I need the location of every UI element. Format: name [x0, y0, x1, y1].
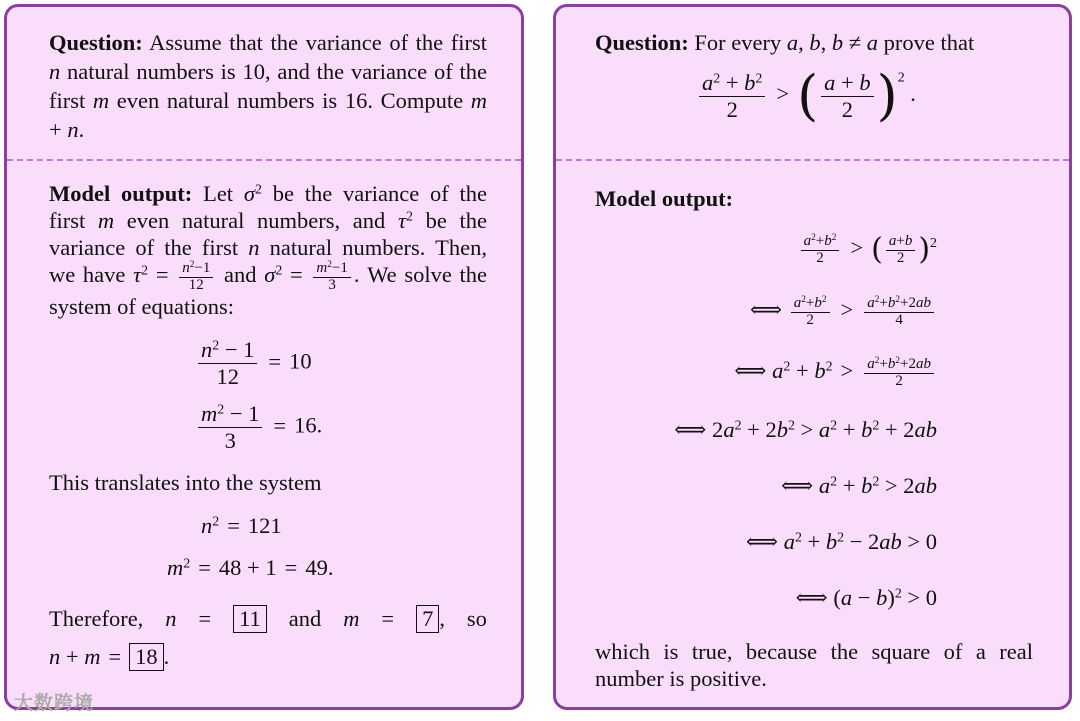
- step-7: ⟺ $(a - b)^2 > 0$: [795, 585, 937, 610]
- right-question-formula: $\frac{a^2 + b^2}{2}$ > ( $\frac{a + b}{2}$ )$^2$ .: [696, 69, 916, 123]
- left-equation-2: $\frac{m^2 - 1}{3}$ = 16.: [195, 401, 322, 454]
- left-translates-text: This translates into the system: [49, 470, 322, 495]
- step-6: ⟺ $a^2 + b^2 - 2ab > 0$: [745, 529, 937, 554]
- left-answer-label: Model output:: [49, 181, 193, 206]
- step-4: ⟺ $2a^2 + 2b^2 > a^2 + b^2 + 2ab$: [674, 417, 937, 442]
- left-system-1: $n^2 = 121$: [201, 513, 282, 538]
- and-word: and: [288, 606, 322, 631]
- left-conclusion-line: Therefore, n = 11 and m = 7 , so: [49, 606, 487, 631]
- right-question: Question: For every a, b, b ≠ a prove that: [595, 30, 975, 55]
- so-word: so: [466, 606, 487, 631]
- right-conclusion: which is true, because the square of a real number is positive.: [595, 639, 1033, 691]
- left-panel: [4, 4, 524, 710]
- right-question-label: Question:: [595, 30, 689, 55]
- step-1: $\frac{a^2+b^2}{2}$ > ( $\frac{a+b}{2}$ )$^2$: [798, 232, 937, 267]
- step-3: ⟺ $a^2 + b^2$ > $\frac{a^2+b^2+2ab}{2}$: [734, 357, 937, 389]
- left-system-2: $m^2 = 48 + 1 = 49$.: [167, 555, 334, 580]
- m-answer-box: 7: [416, 605, 439, 633]
- final-answer-box: 18: [129, 643, 164, 671]
- left-final-line: n + m = 18 .: [49, 644, 170, 669]
- step-2: ⟺ $\frac{a^2+b^2}{2}$ > $\frac{a^2+b^2+2ab}{4}$: [750, 296, 937, 328]
- left-question: Question: Assume that the variance of the first n natural numbers is 10, and the variance of the first m even natural numbers is 16. Compute m + n.: [49, 30, 488, 142]
- left-question-label: Question:: [49, 30, 143, 55]
- left-conclusion-prefix: Therefore,: [49, 606, 144, 631]
- right-panel: [553, 4, 1072, 710]
- left-equation-1: $\frac{n^2 - 1}{12}$ = 10: [195, 337, 312, 390]
- left-divider: [7, 159, 521, 161]
- n-answer-box: 11: [233, 605, 267, 633]
- left-answer-intro: Model output: Let $\sigma^2$ be the variance of the first m even natural numbers, and $\tau^2$ be the variance of the first n natural numbers. Then, we have $\tau^2$ = $\frac{n^2-1}{12}$ and $\sigma^2$ = $\frac{m^2-1}{3}$ . We solve the system of equations:: [49, 181, 488, 319]
- right-divider: [556, 159, 1069, 161]
- step-5: ⟺ $a^2 + b^2 > 2ab$: [781, 473, 937, 498]
- watermark-logo: 大数跨境: [14, 692, 95, 714]
- right-answer-label: Model output:: [595, 186, 734, 211]
